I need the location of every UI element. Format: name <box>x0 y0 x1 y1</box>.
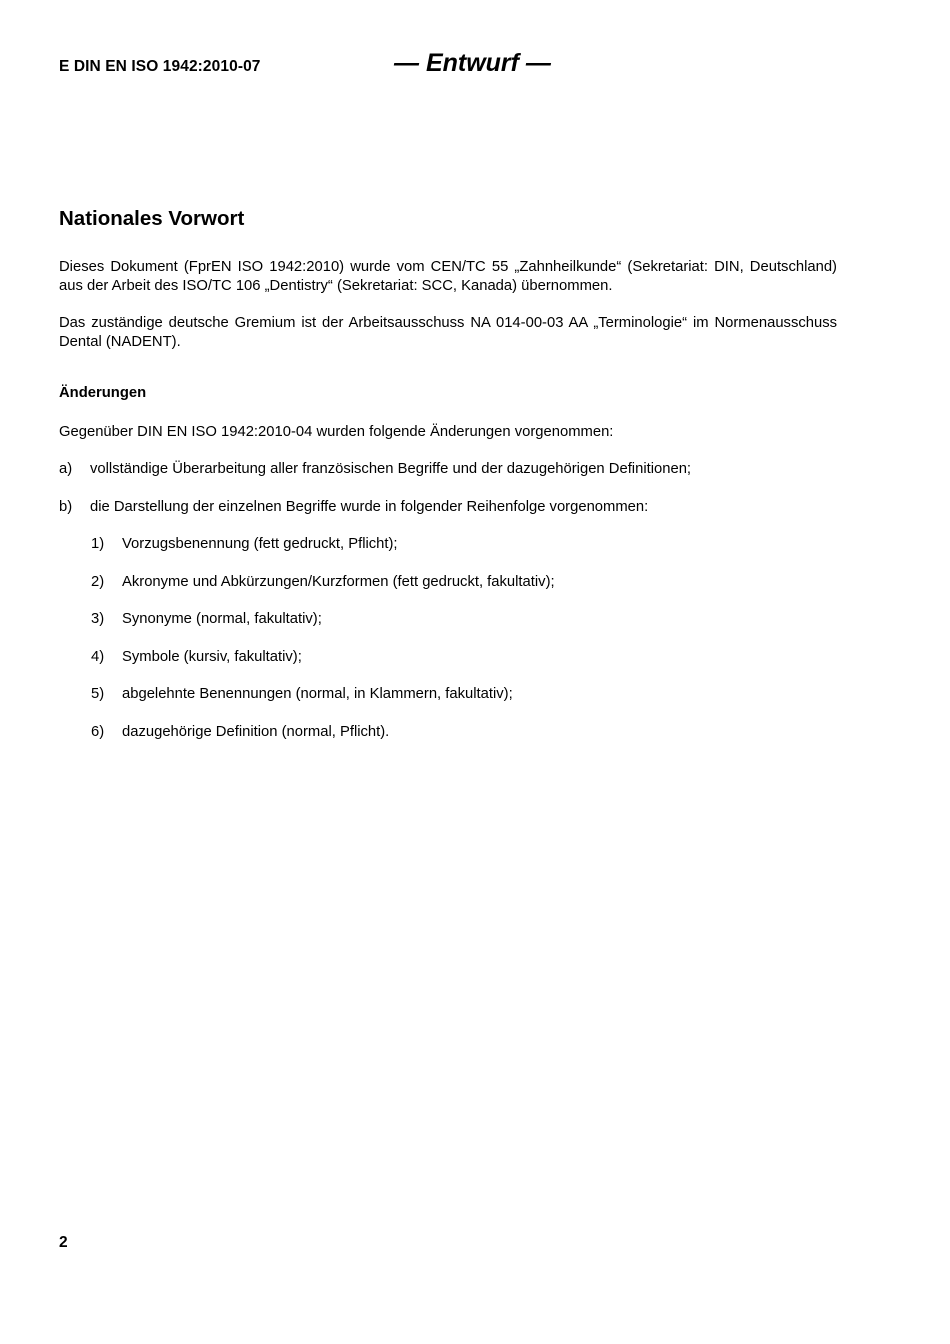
order-item-text: dazugehörige Definition (normal, Pflicht). <box>122 724 390 740</box>
order-marker: 3) <box>91 611 105 627</box>
order-item-text: Akronyme und Abkürzungen/Kurzformen (fett gedruckt, fakultativ); <box>122 574 555 590</box>
list-marker: b) <box>59 499 73 515</box>
changes-intro: Gegenüber DIN EN ISO 1942:2010-04 wurden folgende Änderungen vorgenommen: <box>59 424 614 440</box>
list-marker: a) <box>59 461 73 477</box>
list-item-text: vollständige Überarbeitung aller französischen Begriffe und der dazugehörigen Definitionen; <box>90 461 692 477</box>
list-item-text: die Darstellung der einzelnen Begriffe wurde in folgender Reihenfolge vorgenommen: <box>90 499 649 515</box>
order-marker: 1) <box>91 536 105 552</box>
order-item-text: abgelehnte Benennungen (normal, in Klammern, fakultativ); <box>122 686 513 702</box>
order-marker: 6) <box>91 724 105 740</box>
order-marker: 2) <box>91 574 105 590</box>
order-marker: 5) <box>91 686 105 702</box>
document-id: E DIN EN ISO 1942:2010-07 <box>59 58 261 75</box>
paragraph-origin: Dieses Dokument (FprEN ISO 1942:2010) wurde vom CEN/TC 55 „Zahnheilkunde“ (Sekretariat: DIN, Deutschland) aus der Arbeit des ISO/TC 106 „Dentistry“ (Sekretariat: SCC, Kanada) übernommen. <box>59 259 837 294</box>
section-title: Nationales Vorwort <box>59 207 245 230</box>
changes-title: Änderungen <box>59 385 147 401</box>
order-item-text: Symbole (kursiv, fakultativ); <box>122 649 302 665</box>
paragraph-committee: Das zuständige deutsche Gremium ist der Arbeitsausschuss NA 014-00-03 AA „Terminologie“ im Normenausschuss Dental (NADENT). <box>59 315 837 350</box>
order-item-text: Synonyme (normal, fakultativ); <box>122 611 322 627</box>
draft-mark: — Entwurf — <box>394 49 551 77</box>
order-marker: 4) <box>91 649 105 665</box>
page-number: 2 <box>59 1234 68 1251</box>
order-item-text: Vorzugsbenennung (fett gedruckt, Pflicht); <box>122 536 398 552</box>
